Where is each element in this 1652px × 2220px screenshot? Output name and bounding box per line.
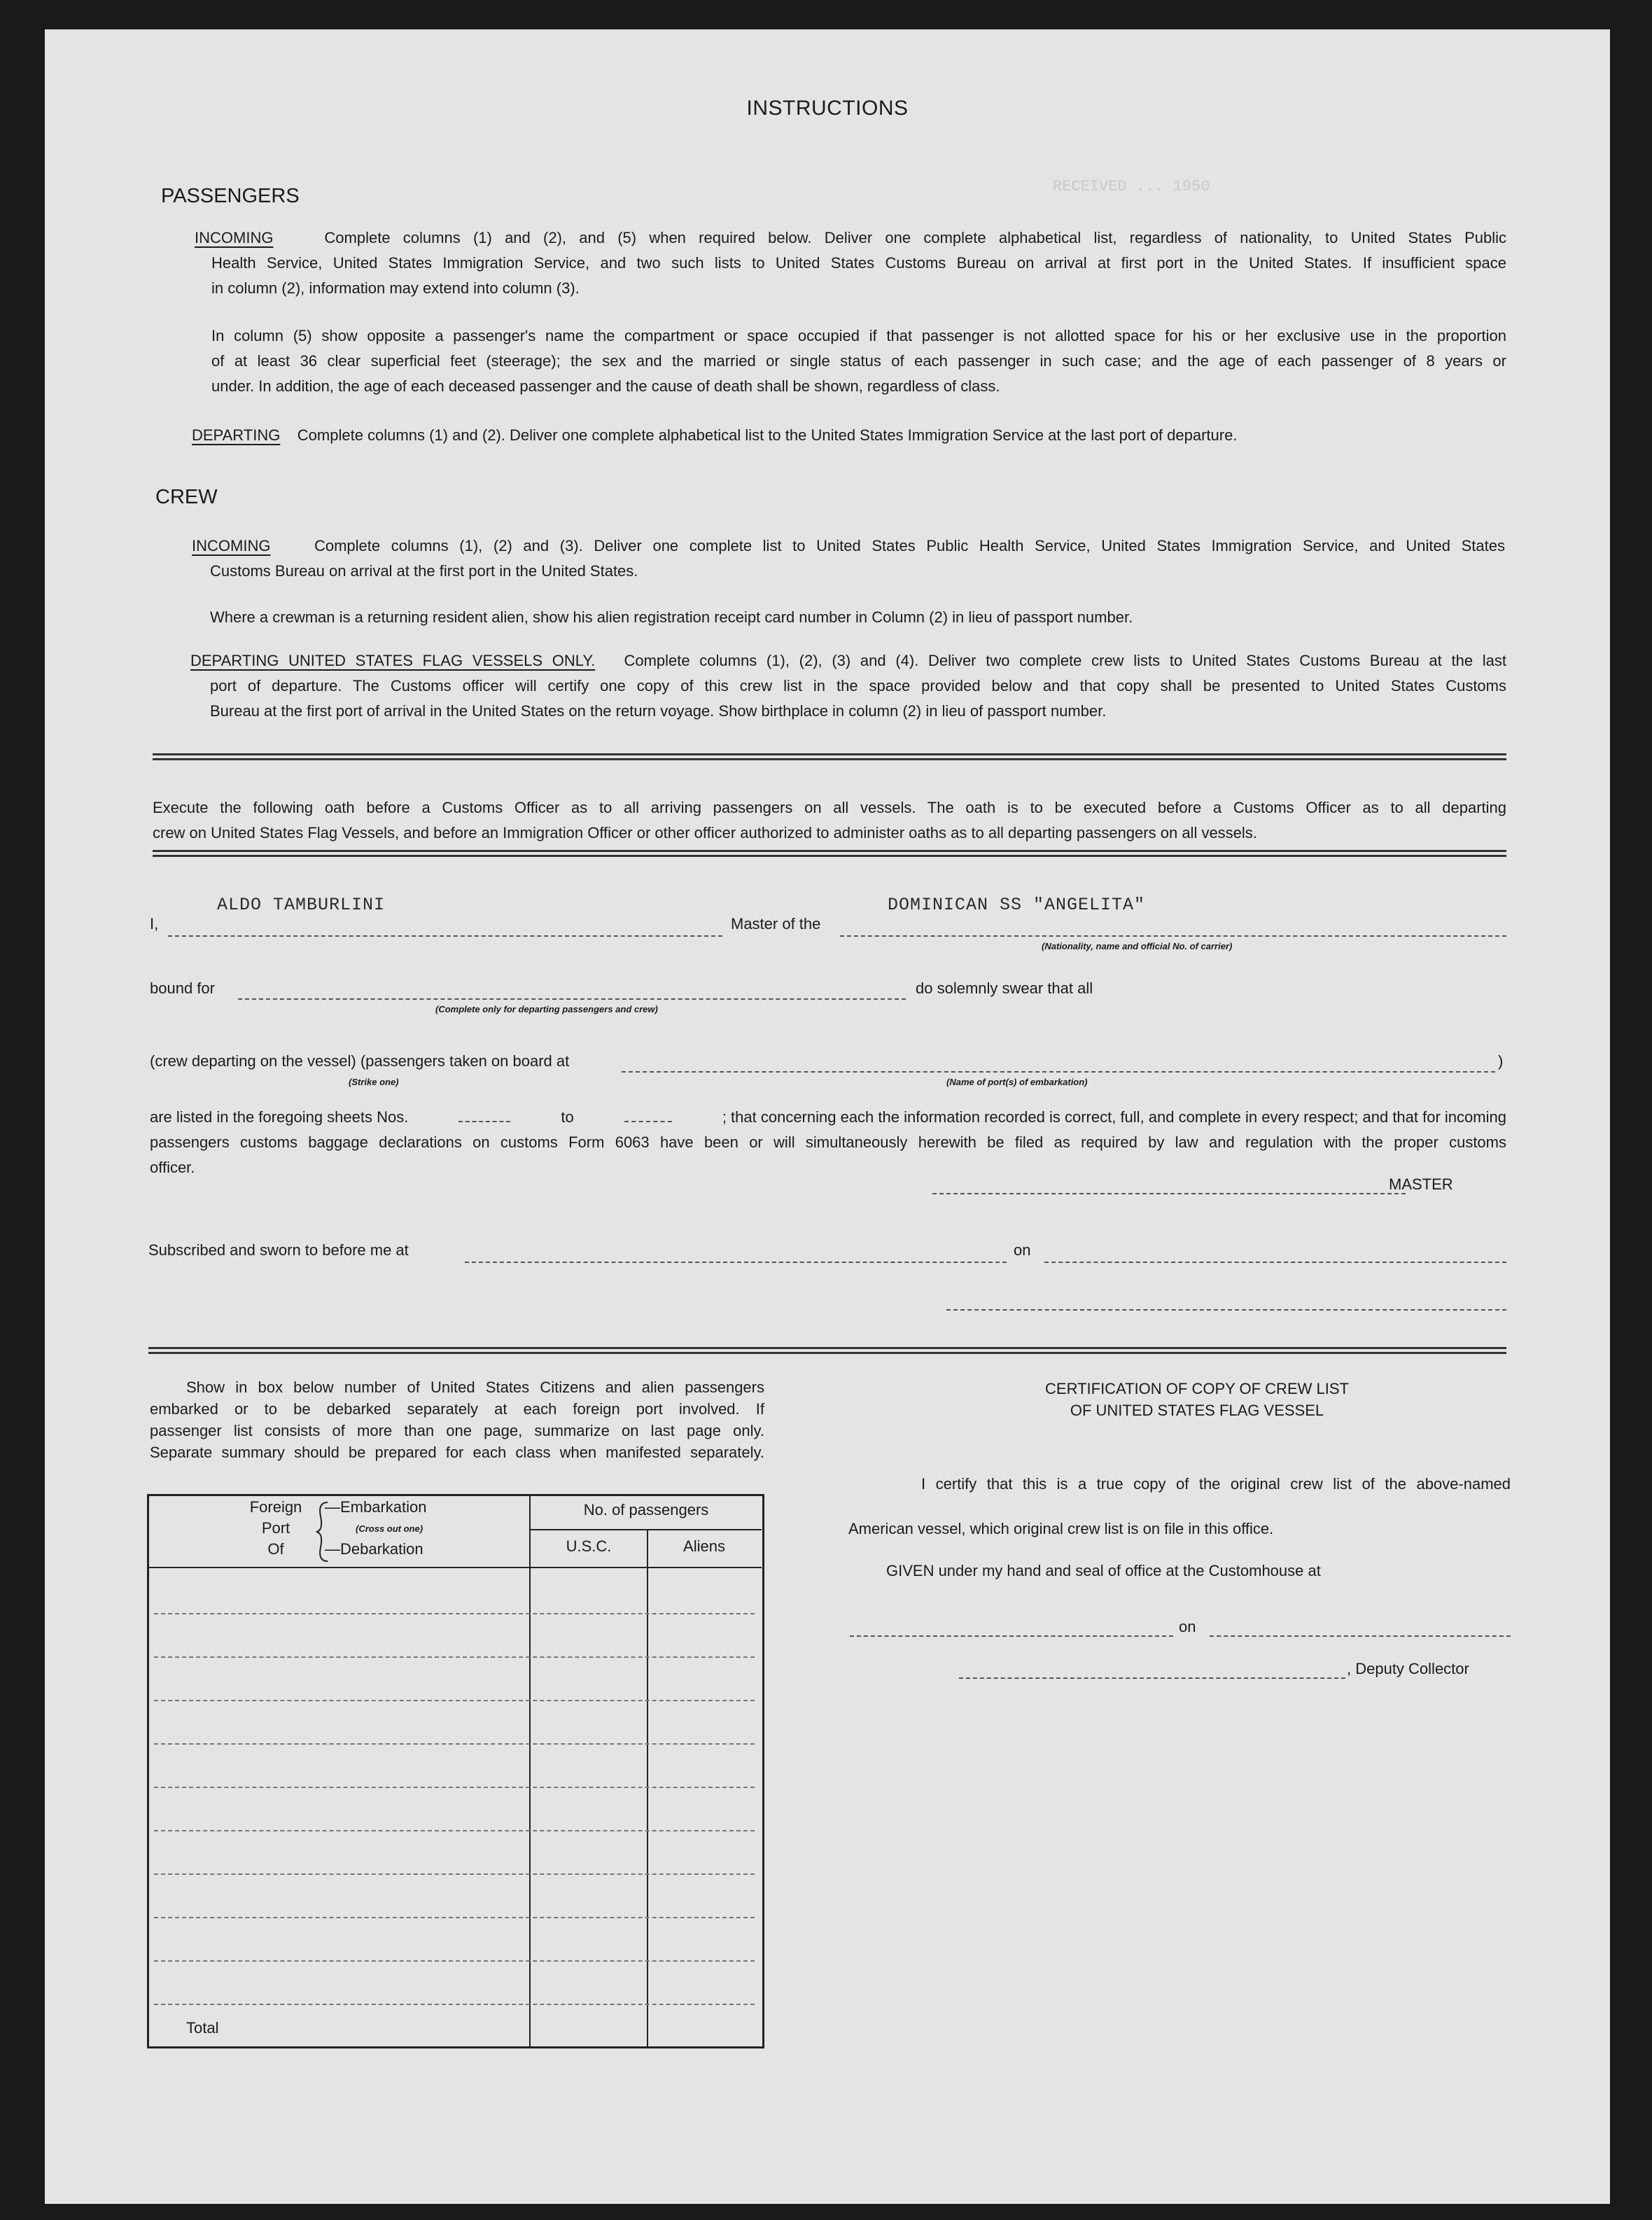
column5-paragraph — [211, 323, 1506, 399]
subscribed-place-line[interactable] — [465, 1262, 1007, 1263]
to-label: to — [561, 1108, 574, 1126]
certification-date-line[interactable] — [1210, 1635, 1511, 1637]
vessel-line[interactable] — [840, 935, 1506, 937]
crew-departing — [190, 648, 1506, 673]
master-label: MASTER — [1389, 1175, 1453, 1193]
master-signature-line[interactable] — [932, 1193, 1406, 1194]
crew-departing-text: Complete columns (1), (2), (3) and (4). Deliver two complete crew lists to United States Customs Bureau at the last — [624, 652, 1506, 669]
departing-text: Complete columns (1) and (2). Deliver one complete alphabetical list to the United States Immigration Service at the last port of departure. — [297, 426, 1238, 444]
summary-line-1: Show in box below number of United States Citizens and alien passengers — [186, 1378, 764, 1396]
crew-incoming-text: Complete columns (1), (2) and (3). Deliver one complete list to United States Public Health Service, United States Immigration Service, and United States — [314, 537, 1505, 554]
certification-title — [882, 1378, 1512, 1421]
oath-i-label: I, — [150, 915, 159, 933]
embarkation-option[interactable]: —Embarkation — [325, 1498, 427, 1516]
of-label: Of — [267, 1540, 284, 1558]
departing-label: DEPARTING — [192, 426, 281, 444]
aliens-header: Aliens — [683, 1537, 725, 1555]
subscribed-on-label: on — [1014, 1241, 1031, 1259]
table-row[interactable] — [154, 1613, 755, 1614]
vessel-field[interactable]: DOMINICAN SS "ANGELITA" — [888, 895, 1146, 915]
table-divider — [647, 1529, 648, 2048]
form-page — [45, 29, 1610, 2204]
table-row[interactable] — [154, 1873, 755, 1875]
bound-line[interactable] — [238, 998, 906, 1000]
table-header-rule — [147, 1567, 762, 1568]
total-label: Total — [186, 2019, 219, 2037]
crew-departing-choice: (crew departing on the vessel) (passengers taken on board at — [150, 1052, 570, 1070]
crew-departing-text-3: Bureau at the first port of arrival in the United States on the return voyage. Show birthplace in column (2) in lieu of passport number. — [210, 702, 1107, 720]
table-row[interactable] — [154, 1830, 755, 1831]
bound-note: (Complete only for departing passengers and crew) — [435, 1004, 658, 1014]
vessel-note: (Nationality, name and official No. of carrier) — [1042, 941, 1233, 951]
crew-heading: CREW — [155, 486, 218, 508]
passengers-incoming-cont — [211, 251, 1506, 301]
listed-line-3: officer. — [150, 1159, 195, 1176]
passenger-summary-table — [147, 1494, 764, 2048]
certification-on-label: on — [1179, 1618, 1196, 1635]
instructions-title: INSTRUCTIONS — [746, 97, 909, 120]
table-row[interactable] — [154, 1917, 755, 1918]
master-of-label: Master of the — [731, 915, 821, 933]
divider — [153, 753, 1506, 760]
strike-note: (Strike one) — [349, 1077, 399, 1087]
crew-departing-cont — [210, 673, 1506, 724]
ports-line[interactable] — [622, 1071, 1495, 1073]
passengers-incoming-line — [195, 225, 1506, 251]
col5-text-1: In column (5) show opposite a passenger's name the compartment or space occupied if that passenger is not allotted space for his or her exclusive use in the proportion — [211, 327, 1506, 344]
oath-intro — [153, 795, 1506, 846]
table-row[interactable] — [154, 1787, 755, 1788]
deputy-signature-line[interactable] — [959, 1677, 1345, 1679]
master-name-line[interactable] — [168, 935, 722, 937]
certify-line-1 — [885, 1472, 1511, 1497]
table-row[interactable] — [154, 1700, 755, 1701]
no-passengers-header: No. of passengers — [583, 1501, 709, 1519]
deputy-collector-label: , Deputy Collector — [1347, 1660, 1469, 1677]
oath-intro-line-2: crew on United States Flag Vessels, and before an Immigration Officer or other officer authorized to administer oaths as to all departing passengers on all vessels. — [153, 824, 1257, 842]
summary-line-2: embarked or to be debarked separately at each foreign port involved. If — [150, 1400, 764, 1418]
table-row[interactable] — [154, 2004, 755, 2005]
table-row[interactable] — [154, 1960, 755, 1962]
master-name-field[interactable]: ALDO TAMBURLINI — [217, 895, 386, 915]
crew-incoming — [192, 533, 1505, 559]
listed-line-2: passengers customs baggage declarations on customs Form 6063 have been or will simultaneously herewith be filed as required by law and regulation with the proper customs — [150, 1133, 1506, 1151]
passengers-departing — [192, 423, 1522, 448]
divider — [153, 850, 1506, 857]
customhouse-place-line[interactable] — [850, 1635, 1173, 1637]
subscribed-date-line[interactable] — [1044, 1262, 1506, 1263]
swear-label: do solemnly swear that all — [916, 979, 1093, 997]
incoming-text-3: in column (2), information may extend into column (3). — [211, 279, 580, 297]
usc-header: U.S.C. — [566, 1537, 612, 1555]
passengers-incoming-block — [195, 225, 1506, 251]
incoming-label: INCOMING — [195, 229, 274, 246]
oath-intro-line-1: Execute the following oath before a Customs Officer as to all arriving passengers on all vessels. The oath is to be executed before a Customs Officer as to all departing — [153, 799, 1506, 816]
table-row[interactable] — [154, 1743, 755, 1745]
listed-prefix: are listed in the foregoing sheets Nos. — [150, 1108, 409, 1126]
certification-title-1: CERTIFICATION OF COPY OF CREW LIST — [1045, 1380, 1349, 1397]
summary-line-3: passenger list consists of more than one page, summarize on last page only. — [150, 1422, 764, 1439]
summary-line-4: Separate summary should be prepared for each class when manifested separately. — [150, 1444, 764, 1461]
sheet-from-line[interactable] — [458, 1121, 510, 1122]
close-paren: ) — [1498, 1052, 1504, 1070]
cross-out-note: (Cross out one) — [356, 1523, 424, 1534]
certification-title-2: OF UNITED STATES FLAG VESSEL — [1070, 1402, 1324, 1419]
debarkation-option[interactable]: —Debarkation — [325, 1540, 424, 1558]
table-divider — [529, 1529, 762, 1530]
officer-signature-line[interactable] — [946, 1309, 1506, 1311]
crew-departing-text-2: port of departure. The Customs officer will certify one copy of this crew list in the space provided below and that copy shall be presented to United States Customs — [210, 677, 1506, 694]
summary-instructions — [150, 1376, 764, 1463]
listed-suffix: ; that concerning each the information recorded is correct, full, and complete in every respect; and that for incoming — [722, 1108, 1506, 1126]
divider — [148, 1347, 1506, 1354]
bleed-through-stamp: RECEIVED ... 1950 — [1053, 178, 1210, 195]
incoming-text: Complete columns (1) and (2), and (5) when required below. Deliver one complete alphabetical list, regardless of nationality, to United States Public — [324, 229, 1506, 246]
crew-incoming-cont — [210, 559, 1505, 584]
foreign-label: Foreign — [249, 1498, 302, 1516]
crew-incoming-text-2: Customs Bureau on arrival at the first port in the United States. — [210, 562, 638, 580]
ports-note: (Name of port(s) of embarkation) — [946, 1077, 1088, 1087]
table-row[interactable] — [154, 1656, 755, 1658]
table-divider — [529, 1494, 531, 2048]
given-text: GIVEN under my hand and seal of office at the Customhouse at — [886, 1562, 1321, 1579]
crew-departing-label: DEPARTING UNITED STATES FLAG VESSELS ONLY. — [190, 652, 596, 669]
certify-text-1: I certify that this is a true copy of the original crew list of the above-named — [921, 1475, 1511, 1493]
bound-label: bound for — [150, 979, 215, 997]
passengers-heading: PASSENGERS — [161, 185, 300, 207]
listed-block — [150, 1105, 1506, 1180]
col5-text-3: under. In addition, the age of each deceased passenger and the cause of death shall be shown, regardless of class. — [211, 377, 1000, 395]
sheet-to-line[interactable] — [624, 1121, 672, 1122]
col5-text-2: of at least 36 clear superficial feet (steerage); the sex and the married or single status of each passenger in such case; and the age of each passenger of 8 years or — [211, 352, 1506, 370]
incoming-text-2: Health Service, United States Immigration Service, and two such lists to United States Customs Bureau on arrival at first port in the United States. If insufficient space — [211, 254, 1506, 272]
subscribed-label: Subscribed and sworn to before me at — [148, 1241, 409, 1259]
crew-incoming-label: INCOMING — [192, 537, 271, 554]
port-label: Port — [261, 1519, 290, 1537]
crew-resident-note: Where a crewman is a returning resident alien, show his alien registration receipt card number in Column (2) in lieu of passport number. — [210, 608, 1133, 626]
certify-line-2: American vessel, which original crew list is on file in this office. — [848, 1520, 1274, 1537]
